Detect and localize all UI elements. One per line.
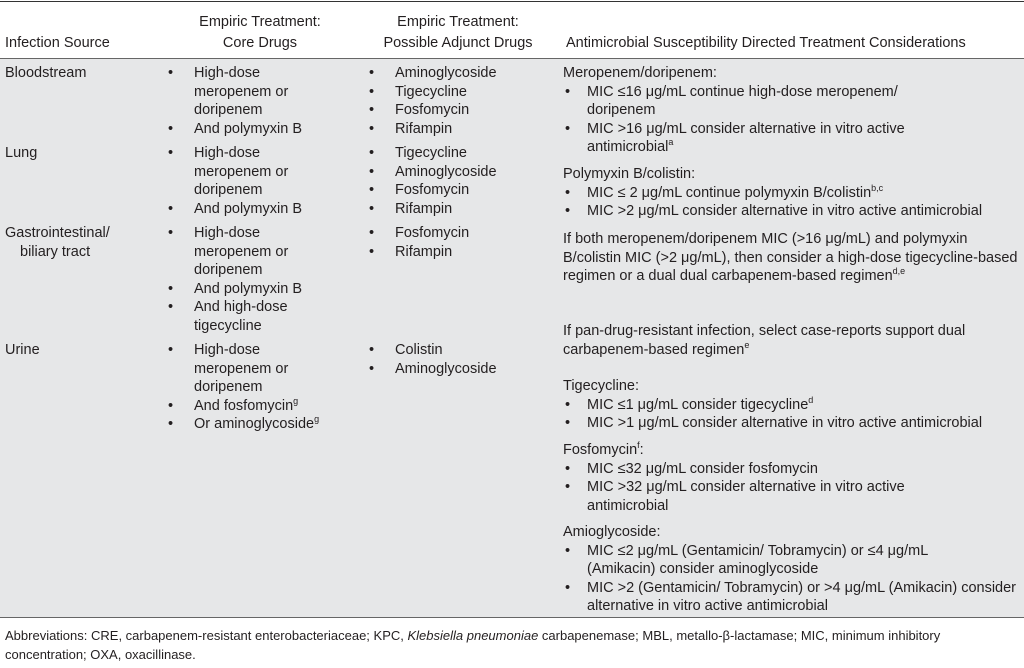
list-item: • Rifampin	[367, 200, 557, 219]
list-item: • MIC >32 μg/mL consider alternative in vitro active antimicrobial	[563, 478, 977, 515]
table-header	[0, 2, 1024, 59]
footnote-marker: g	[314, 414, 320, 425]
list-item: • And polymyxin B	[166, 120, 356, 139]
footnote-marker: e	[744, 339, 750, 350]
header-infection-source: Infection Source	[5, 35, 110, 51]
both-resistant-section	[563, 230, 1021, 286]
core-drugs-urine	[166, 341, 356, 434]
section-title	[563, 441, 1023, 460]
list-item	[166, 397, 356, 416]
list-item: • Fosfomycin	[367, 101, 557, 120]
footnote-marker: a	[668, 137, 674, 148]
list-item: • Aminoglycoside	[367, 163, 557, 182]
list-item: • High-dose meropenem or doripenem	[166, 144, 334, 200]
list-item: • High-dose meropenem or doripenem	[166, 341, 334, 397]
section-text: If pan-drug-resistant infection, select case-reports support dual carbapenem-based regimen	[563, 323, 966, 358]
footnote-text: Abbreviations: CRE, carbapenem-resistant enterobacteriaceae; KPC,	[5, 628, 408, 643]
fosfomycin-list	[563, 460, 1023, 516]
adjunct-drugs-gastrointestinal	[367, 224, 557, 261]
list-item: • And high-dose tigecycline	[166, 298, 334, 335]
fosfomycin-section	[563, 441, 1023, 515]
list-item: • MIC ≤32 μg/mL consider fosfomycin	[563, 460, 1023, 479]
list-item	[563, 184, 1023, 203]
section-text: If both meropenem/doripenem MIC (>16 μg/mL) and polymyxin B/colistin MIC (>2 μg/mL), then consider a high-dose tigecycline-based regimen or a dual dual carbapenem-based regimen	[563, 231, 1018, 284]
core-drugs-lung	[166, 144, 356, 218]
list-item: • Rifampin	[367, 243, 557, 262]
polymyxin-section	[563, 165, 1023, 221]
list-item: • High-dose meropenem or doripenem	[166, 64, 334, 120]
aminoglycoside-list	[563, 542, 1023, 616]
section-title: Tigecycline:	[563, 378, 640, 394]
table-bottom-rule	[0, 617, 1024, 618]
list-item-text: MIC ≤ 2 μg/mL continue polymyxin B/colistin	[587, 184, 872, 201]
section-title-colon: :	[639, 442, 644, 458]
meropenem-section	[563, 64, 1023, 157]
list-item	[563, 396, 1023, 415]
section-title: Polymyxin B/colistin:	[563, 166, 696, 182]
footnote-marker: b,c	[871, 182, 884, 193]
header-adjunct-drugs	[358, 12, 558, 54]
list-item	[563, 120, 967, 157]
list-item: • High-dose meropenem or doripenem	[166, 224, 334, 280]
list-item: • Aminoglycoside	[367, 360, 557, 379]
list-item	[166, 415, 356, 434]
list-item: • Fosfomycin	[367, 181, 557, 200]
footnote-text: carbapenemase; MBL, metallo-β-lactamase; MIC, minimum inhibitory concentration; OXA, oxacillinase.	[5, 628, 941, 662]
list-item: • MIC >2 μg/mL consider alternative in vitro active antimicrobial	[563, 202, 1023, 221]
aminoglycoside-section	[563, 523, 1023, 616]
section-title: Amioglycoside:	[563, 524, 661, 540]
header-core-drugs	[160, 12, 360, 54]
row-label-gastrointestinal	[5, 224, 110, 262]
list-item: • MIC ≤16 μg/mL continue high-dose meropenem/ doripenem	[563, 83, 967, 120]
pan-drug-section	[563, 322, 1003, 359]
list-item: • And polymyxin B	[166, 200, 356, 219]
abbreviations-footnote	[5, 626, 1020, 664]
section-title: Meropenem/doripenem:	[563, 65, 717, 81]
footnote-marker: d,e	[892, 266, 906, 277]
list-item: • MIC ≤2 μg/mL (Gentamicin/ Tobramycin) or ≤4 μg/mL (Amikacin) consider aminoglycoside	[563, 542, 987, 579]
list-item: • Tigecycline	[367, 83, 557, 102]
tigecycline-list	[563, 396, 1023, 433]
list-item-text: Or aminoglycoside	[194, 416, 315, 432]
core-drugs-gastrointestinal	[166, 224, 356, 335]
header-adjunct-line1: Empiric Treatment:	[397, 14, 519, 30]
footnote-italic-text: Klebsiella pneumoniae	[407, 628, 539, 643]
row-label-lung: Lung	[5, 145, 38, 161]
tigecycline-section	[563, 377, 1023, 433]
adjunct-drugs-lung	[367, 144, 557, 218]
core-drugs-bloodstream	[166, 64, 356, 138]
footnote-marker: g	[293, 395, 299, 406]
list-item: • And polymyxin B	[166, 280, 356, 299]
adjunct-drugs-bloodstream	[367, 64, 557, 138]
list-item: • Fosfomycin	[367, 224, 557, 243]
list-item-text: And fosfomycin	[194, 397, 294, 414]
row-label-line1: Gastrointestinal/	[5, 225, 110, 241]
meropenem-list	[563, 83, 1023, 157]
adjunct-drugs-urine	[367, 341, 557, 378]
row-label-bloodstream: Bloodstream	[5, 65, 87, 81]
header-considerations: Antimicrobial Susceptibility Directed Treatment Considerations	[566, 35, 966, 51]
list-item: • Rifampin	[367, 120, 557, 139]
header-core-line1: Empiric Treatment:	[199, 14, 321, 30]
list-item: • Colistin	[367, 341, 557, 360]
row-label-line2: biliary tract	[20, 244, 91, 260]
section-title-text: Fosfomycin	[563, 442, 638, 458]
footnote-marker: d	[808, 394, 814, 405]
header-core-line2: Core Drugs	[222, 35, 298, 51]
list-item-text: MIC >16 μg/mL consider alternative in vitro active antimicrobial	[587, 120, 905, 155]
footnote-marker: f	[637, 440, 640, 451]
polymyxin-list	[563, 184, 1023, 221]
row-label-urine: Urine	[5, 342, 40, 358]
list-item: • MIC >1 μg/mL consider alternative in vitro active antimicrobial	[563, 414, 1023, 433]
list-item: • Aminoglycoside	[367, 64, 557, 83]
list-item: • Tigecycline	[367, 144, 557, 163]
list-item-text: MIC ≤1 μg/mL consider tigecycline	[587, 396, 809, 413]
list-item: • MIC >2 (Gentamicin/ Tobramycin) or >4 μg/mL (Amikacin) consider alternative in vitro active antimicrobial	[563, 579, 1017, 616]
header-adjunct-line2: Possible Adjunct Drugs	[383, 35, 533, 51]
